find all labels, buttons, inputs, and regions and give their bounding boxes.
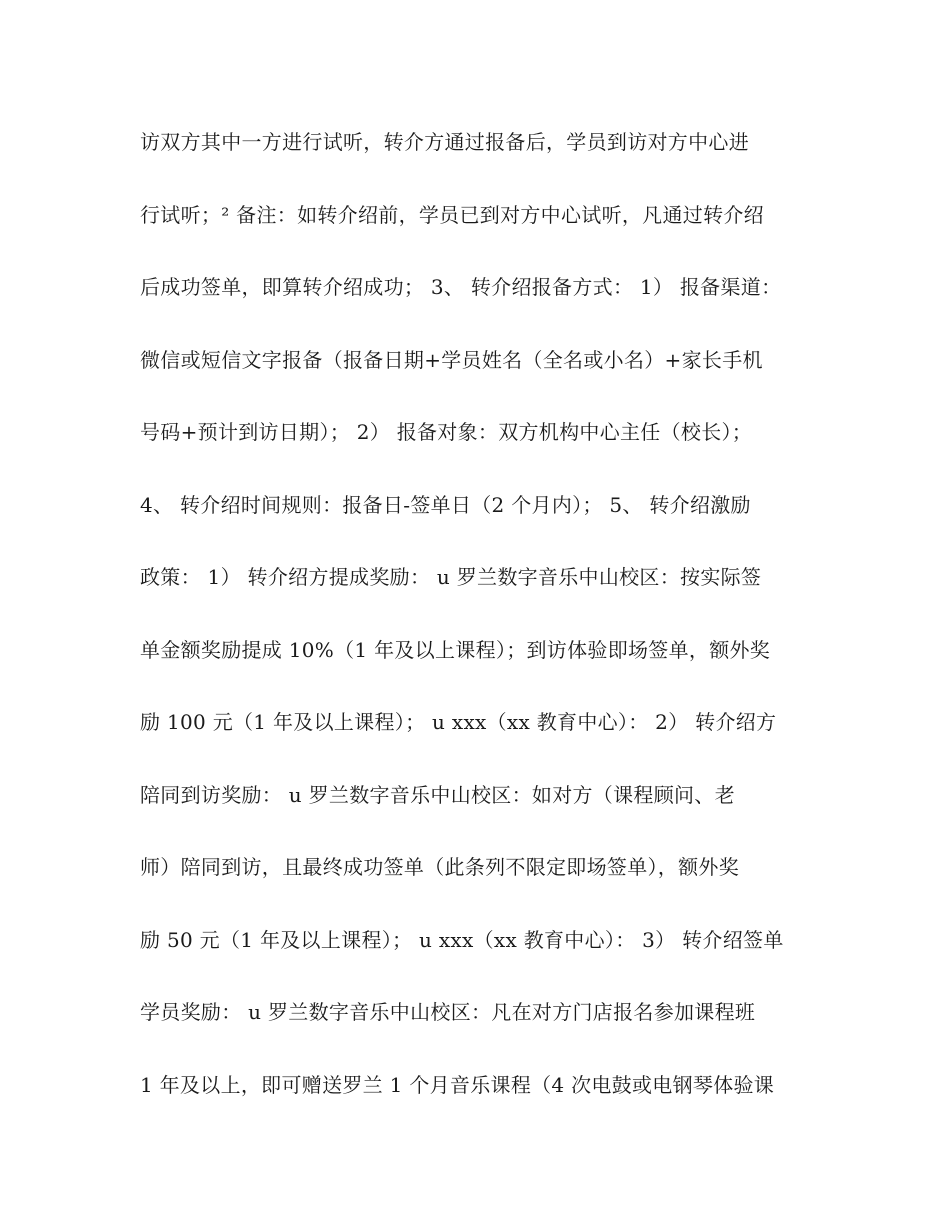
text-line: 4、 转介绍时间规则：报备日-签单日（2 个月内）； 5、 转介绍激励 [140, 492, 751, 517]
text-line: 后成功签单，即算转介绍成功； 3、 转介绍报备方式： 1） 报备渠道： [140, 275, 782, 299]
text-line: 政策： 1） 转介绍方提成奖励： u 罗兰数字音乐中山校区：按实际签 [140, 565, 762, 589]
text-line: 师）陪同到访，且最终成功签单（此条列不限定即场签单），额外奖 [140, 855, 739, 879]
text-line: 学员奖励： u 罗兰数字音乐中山校区：凡在对方门店报名参加课程班 [140, 1000, 756, 1024]
text-line: 励 100 元（1 年及以上课程）； u xxx（xx 教育中心）： 2） 转介绍方 [140, 710, 777, 734]
text-line: 单金额奖励提成 10%（1 年及以上课程）；到访体验即场签单，额外奖 [140, 637, 771, 662]
text-line: 陪同到访奖励： u 罗兰数字音乐中山校区：如对方（课程顾问、老 [140, 782, 735, 807]
text-line: 行试听；² 备注：如转介绍前，学员已到对方中心试听，凡通过转介绍 [140, 202, 764, 227]
text-line: 访双方其中一方进行试听，转介方通过报备后，学员到访对方中心进 [140, 130, 749, 154]
text-line: 1 年及以上，即可赠送罗兰 1 个月音乐课程（4 次电鼓或电钢琴体验课 [140, 1072, 775, 1097]
text-line: 微信或短信文字报备（报备日期+学员姓名（全名或小名）+家长手机 [140, 347, 763, 372]
text-line: 励 50 元（1 年及以上课程）； u xxx（xx 教育中心）： 3） 转介绍签单 [140, 927, 784, 952]
text-line: 号码+预计到访日期）； 2） 报备对象：双方机构中心主任（校长）； [140, 420, 753, 444]
document-body [140, 118, 840, 1133]
